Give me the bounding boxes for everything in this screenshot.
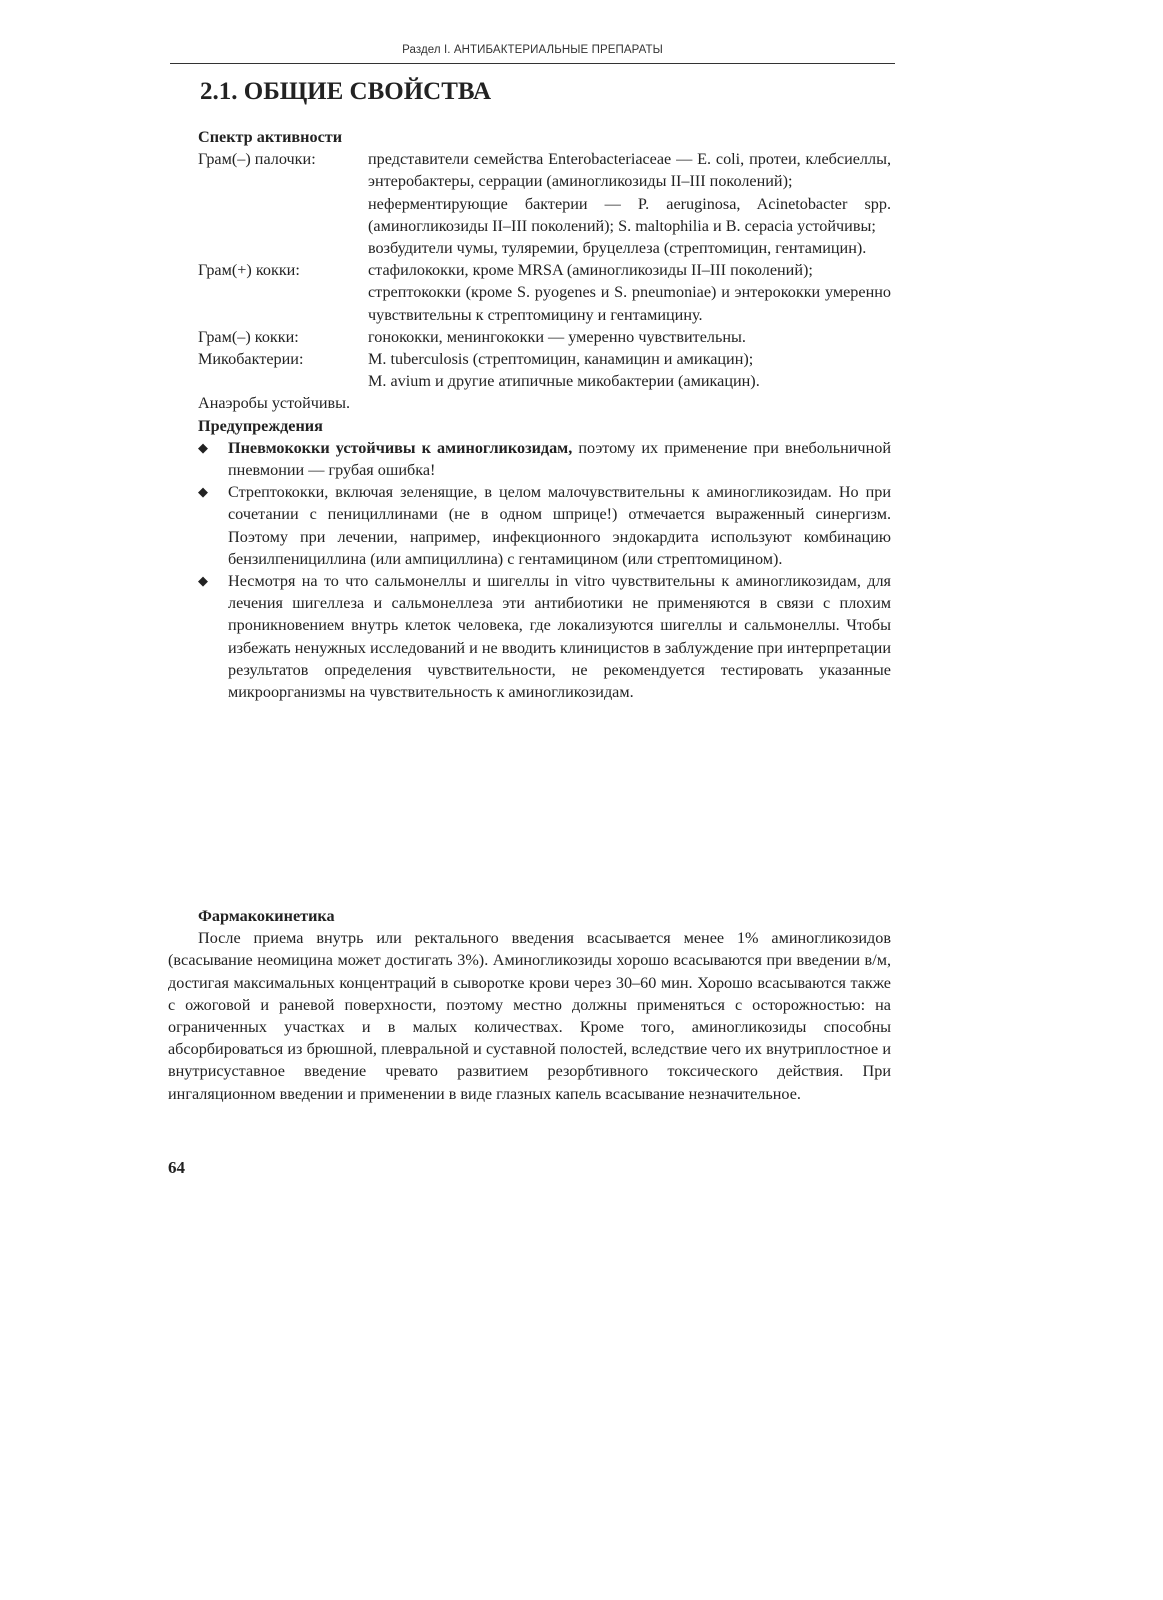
warnings-heading: Предупреждения [198,416,323,435]
pharmacokinetics-text: После приема внутрь или ректального введения всасывается менее 1% аминогликозидов (всасывание неомицина может достигать 3%). Аминогликозиды хорошо всасываются при введении в/м, достигая максимальных концентраций в сыворотке крови через 30–60 мин. Хорошо всасываются также с ожоговой и раневой поверхности, поэтому местно должны применяться с осторожностью: на ограниченных участках и в малых количествах. Кроме того, аминогликозиды способны абсорбироваться из брюшной, плевральной и суставной полостей, вследствие чего их внутриплостное и внутрисуставное введение чревато развитием резорбтивного токсического действия. При ингаляционном введении и применении в виде глазных капель всасывание незначительное. [168,929,891,1103]
spectrum-paragraph: неферментирующие бактерии — P. aeruginosa, Acinetobacter spp. (аминогликозиды II–III поколений); S. maltophilia и B. cepacia устойчивы; [368,194,891,235]
spectrum-row-gram-neg-cocci [198,326,891,348]
pharmacokinetics-heading: Фармакокинетика [198,907,335,925]
warnings-list [198,437,891,703]
spectrum-row-desc [368,148,891,259]
spectrum-row-desc [368,326,891,348]
warning-text: Стрептококки, включая зеленящие, в целом малочувствительны к аминогликозидам. Но при сочетании с пенициллинами (не в одном шприце!) отмечается выраженный синергизм. Поэтому при лечении, например, инфекционного эндокардита используют комбинацию бензилпенициллина (или ампициллина) с гентамицином (или стрептомицином). [228,483,891,568]
spectrum-paragraph: M. avium и другие атипичные микобактерии (амикацин). [368,372,760,391]
spectrum-paragraph: стрептококки (кроме S. pyogenes и S. pneumoniae) и энтерококки умеренно чувствительны к стрептомицину и гентамицину. [368,283,891,324]
spectrum-paragraph: гонококки, менингококки — умеренно чувствительны. [368,327,746,346]
spectrum-row-label: Грам(–) палочки: [198,150,316,169]
spectrum-row-desc [368,348,891,392]
warning-item [198,437,891,481]
spectrum-heading: Спектр активности [198,128,343,146]
anaerobes-note: Анаэробы устойчивы. [198,394,351,413]
spectrum-row-label: Грам(+) кокки: [198,261,300,280]
spectrum-table [198,148,891,392]
warning-text: Несмотря на то что сальмонеллы и шигеллы in vitro чувствительны к аминогликозидам, для лечения шигеллеза и сальмонеллеза эти антибиотики не применяются в связи с плохим проникновением внутрь клеток человека, где локализуются шигеллы и сальмонеллы. Чтобы избежать ненужных исследований и не вводить клиницистов в заблуждение при интерпретации результатов определения чувствительности, не рекомендуется тестировать указанные микроорганизмы на чувствительность к аминогликозидам. [228,572,891,702]
spectrum-row-mycobacteria [198,348,891,392]
section-title: 2.1. ОБЩИЕ СВОЙСТВА [200,78,492,105]
spectrum-row-label: Микобактерии: [198,350,304,369]
warning-text: поэтому их применение при внебольничной пневмонии — грубая ошибка! [228,438,891,480]
spectrum-paragraph: M. tuberculosis (стрептомицин, канамицин и амикацин); [368,350,754,369]
bullet-icon: ◆ [198,484,208,500]
warning-item [198,481,891,570]
warning-lead: Пневмококки устойчивы к аминогликозидам, [228,438,573,457]
bullet-icon: ◆ [198,439,208,455]
spectrum-paragraph: стафилококки, кроме MRSA (аминогликозиды II–III поколений); [368,261,813,280]
running-head: Раздел I. АНТИБАКТЕРИАЛЬНЫЕ ПРЕПАРАТЫ [402,44,663,56]
page-number: 64 [168,1158,185,1177]
bullet-icon: ◆ [198,573,208,589]
spectrum-paragraph: представители семейства Enterobacteriaceae — E. coli, протеи, клебсиеллы, энтеробактеры, серрации (аминогликозиды II–III поколений); [368,150,891,191]
spectrum-row-desc [368,259,891,326]
main-text [198,126,891,703]
pharmacokinetics-block [168,905,891,1105]
spectrum-row-label: Грам(–) кокки: [198,327,299,346]
warning-item [198,570,891,703]
spectrum-row-gram-pos-cocci [198,259,891,326]
spectrum-paragraph: возбудители чумы, туляремии, бруцеллеза (стрептомицин, гентамицин). [368,239,867,258]
spectrum-row-gram-neg-rods [198,148,891,259]
header-rule [170,63,895,64]
